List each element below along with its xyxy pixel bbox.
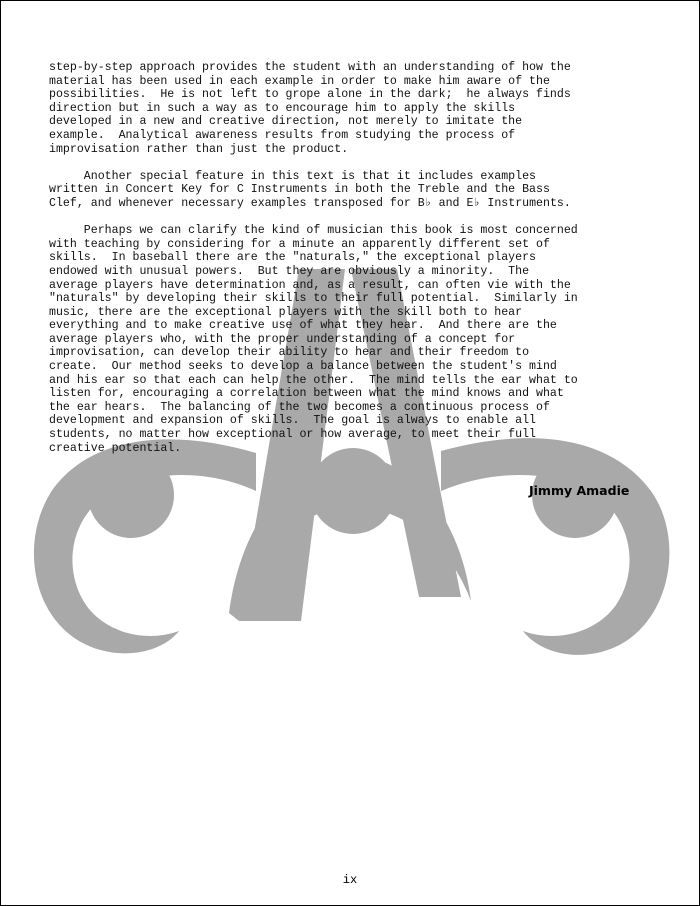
author-signature: Jimmy Amadie: [529, 483, 630, 498]
page-number: ix: [342, 873, 358, 887]
paragraph-2: Another special feature in this text is that it includes examples written in Concert Key for C Instruments in both the Treble and the Bass Clef, and whenever necessary examples transposed for B♭ and E♭ Instruments.: [49, 169, 571, 210]
body-text: [49, 61, 639, 455]
logo-left-dot: [88, 452, 174, 538]
paragraph-3: Perhaps we can clarify the kind of musician this book is most concerned with teaching by considering for a minute an apparently different set of skills. In baseball there are the "naturals," the exceptional players endowed with unusual powers. But they are obviously a minority. The average players have determination and, as a result, can often vie with the "naturals" by developing their skills to their full potential. Similarly in music, there are the exceptional players with the skill both to hear everything and to make creative use of what they hear. And there are the average players who, with the proper understanding of a concept for improvisation, can develop their ability to hear and their freedom to create. Our method seeks to develop a balance between the student's mind and his ear so that each can help the other. The mind tells the ear what to listen for, encouraging a correlation between what the mind knows and what the ear hears. The balancing of the two becomes a continuous process of development and expansion of skills. The goal is always to enable all students, no matter how exceptional or how average, to meet their full creative potential.: [49, 224, 578, 455]
logo-center-dot: [310, 448, 396, 534]
paragraph-1: step-by-step approach provides the student with an understanding of how the material has been used in each example in order to make him aware of the possibilities. He is not left to grope alone in the dark; he always finds direction but in such a way as to encourage him to apply the skills developed in a new and creative direction, not merely to imitate the example. Analytical awareness results from studying the process of improvisation rather than just the product.: [49, 61, 571, 156]
